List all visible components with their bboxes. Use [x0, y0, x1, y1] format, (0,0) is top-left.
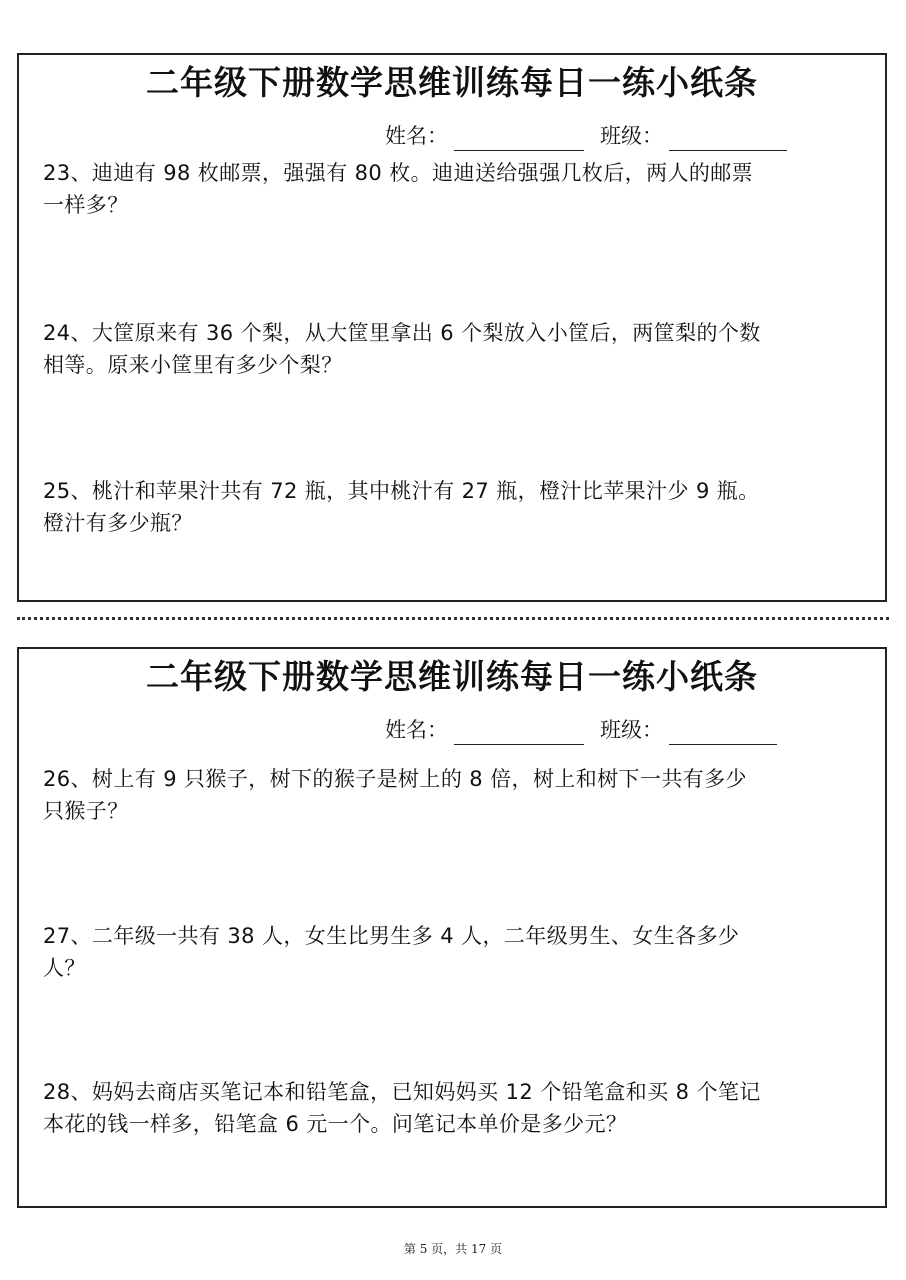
name-class-row: [385, 121, 787, 151]
name-blank[interactable]: [454, 128, 584, 151]
question-line: 24、大筐原来有 36 个梨，从大筐里拿出 6 个梨放入小筐后，两筐梨的个数: [43, 321, 761, 345]
worksheet-card-2: [17, 647, 887, 1208]
question-27: [43, 920, 867, 984]
question-28: [43, 1076, 867, 1140]
class-blank[interactable]: [669, 128, 787, 151]
name-label: 姓名：: [385, 124, 448, 148]
worksheet-title: 二年级下册数学思维训练每日一练小纸条: [146, 63, 758, 102]
name-label: 姓名：: [385, 718, 448, 742]
question-line: 本花的钱一样多，铅笔盒 6 元一个。问笔记本单价是多少元？: [43, 1112, 628, 1136]
class-blank[interactable]: [669, 722, 777, 745]
worksheet-title: 二年级下册数学思维训练每日一练小纸条: [146, 657, 758, 696]
question-23: [43, 157, 867, 221]
question-line: 28、妈妈去商店买笔记本和铅笔盒，已知妈妈买 12 个铅笔盒和买 8 个笔记: [43, 1080, 761, 1104]
question-line: 25、桃汁和苹果汁共有 72 瓶，其中桃汁有 27 瓶，橙汁比苹果汁少 9 瓶。: [43, 479, 760, 503]
question-line: 人？: [43, 956, 86, 980]
question-24: [43, 317, 867, 381]
question-line: 一样多？: [43, 193, 129, 217]
worksheet-card-1: [17, 53, 887, 602]
question-line: 27、二年级一共有 38 人，女生比男生多 4 人，二年级男生、女生各多少: [43, 924, 740, 948]
question-line: 橙汁有多少瓶？: [43, 511, 193, 535]
question-line: 23、迪迪有 98 枚邮票，强强有 80 枚。迪迪送给强强几枚后，两人的邮票: [43, 161, 754, 185]
name-class-row: [385, 715, 777, 745]
question-line: 相等。原来小筐里有多少个梨？: [43, 353, 343, 377]
class-label: 班级：: [600, 124, 663, 148]
page-footer: 第 5 页，共 17 页: [403, 1242, 503, 1256]
question-line: 26、树上有 9 只猴子，树下的猴子是树上的 8 倍，树上和树下一共有多少: [43, 767, 747, 791]
dotted-cut-line: [17, 617, 889, 620]
class-label: 班级：: [600, 718, 663, 742]
question-25: [43, 475, 867, 539]
question-26: [43, 763, 867, 827]
name-blank[interactable]: [454, 722, 584, 745]
question-line: 只猴子？: [43, 799, 129, 823]
